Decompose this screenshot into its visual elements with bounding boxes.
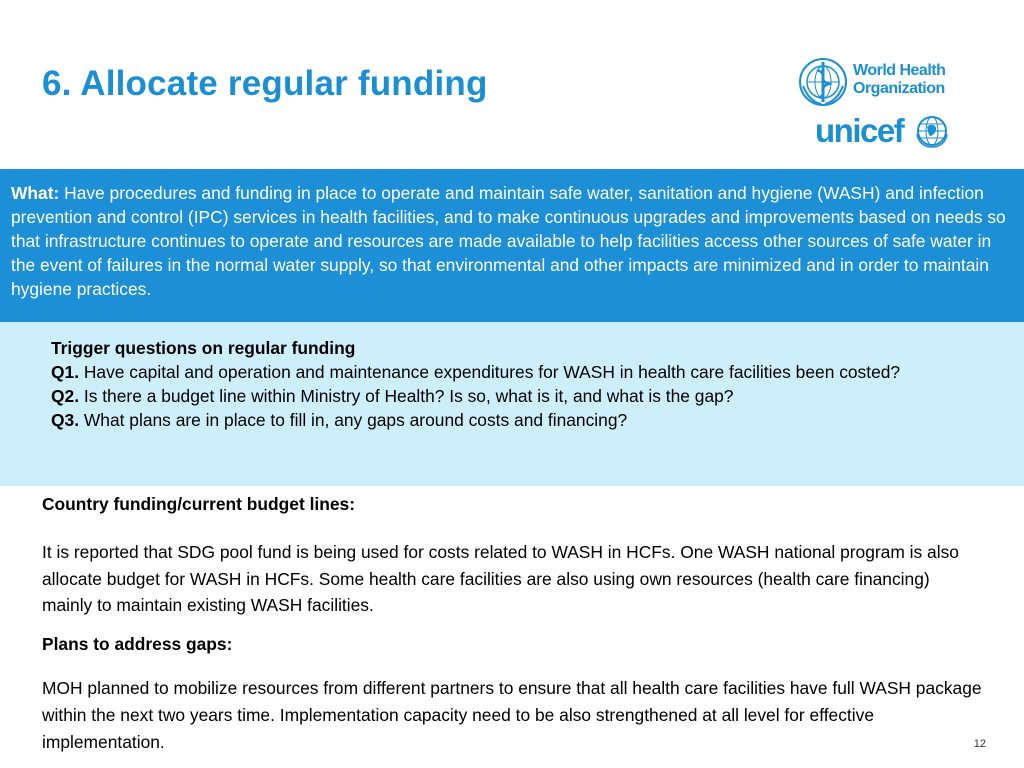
question-item [51,384,984,408]
question-text: What plans are in place to fill in, any gaps around costs and financing? [79,410,628,430]
question-label: Q2. [51,386,80,406]
who-logo-text [853,62,945,98]
unicef-globe-icon [915,114,949,148]
question-text: Have capital and operation and maintenance expenditures for WASH in health care facilities been costed? [79,362,901,382]
plans-heading: Plans to address gaps: [42,634,233,654]
trigger-heading: Trigger questions on regular funding [51,338,356,358]
page-title: 6. Allocate regular funding [42,64,488,103]
question-label: Q1. [51,362,80,382]
question-item [51,408,984,432]
question-label: Q3. [51,410,80,430]
who-logo-line2: Organization [853,80,945,97]
page-number: 12 [973,738,986,750]
question-item [51,360,984,384]
funding-heading: Country funding/current budget lines: [42,494,356,514]
what-text: Have procedures and funding in place to operate and maintain safe water, sanitation and hygiene (WASH) and infection prevention and control (IPC) services in health facilities, and to make continuous upgrades and improvements based on needs so that infrastructure continues to operate and resources are made available to help facilities access other sources of safe water in the event of failures in the normal water supply, so that environmental and other impacts are minimized and in order to maintain hygiene practices. [11,183,1006,299]
who-logo [797,56,957,108]
what-label: What: [11,183,60,203]
funding-paragraph: It is reported that SDG pool fund is being used for costs related to WASH in HCFs. One WASH national program is also allocate budget for WASH in HCFs. Some health care facilities are also using own resources (health care financing) mainly to maintain existing WASH facilities. [42,542,959,615]
unicef-logo [815,112,955,154]
trigger-questions-section [0,322,1024,486]
what-section [0,169,1024,322]
plans-paragraph: MOH planned to mobilize resources from different partners to ensure that all health care facilities have full WASH package within the next two years time. Implementation capacity need to be also strengthened at all level for effective implementation. [42,678,982,752]
who-emblem-icon [797,56,849,108]
unicef-logo-text: unicef [815,112,904,149]
question-text: Is there a budget line within Ministry of Health? Is so, what is it, and what is the gap? [79,386,734,406]
who-logo-line1: World Health [853,62,946,79]
